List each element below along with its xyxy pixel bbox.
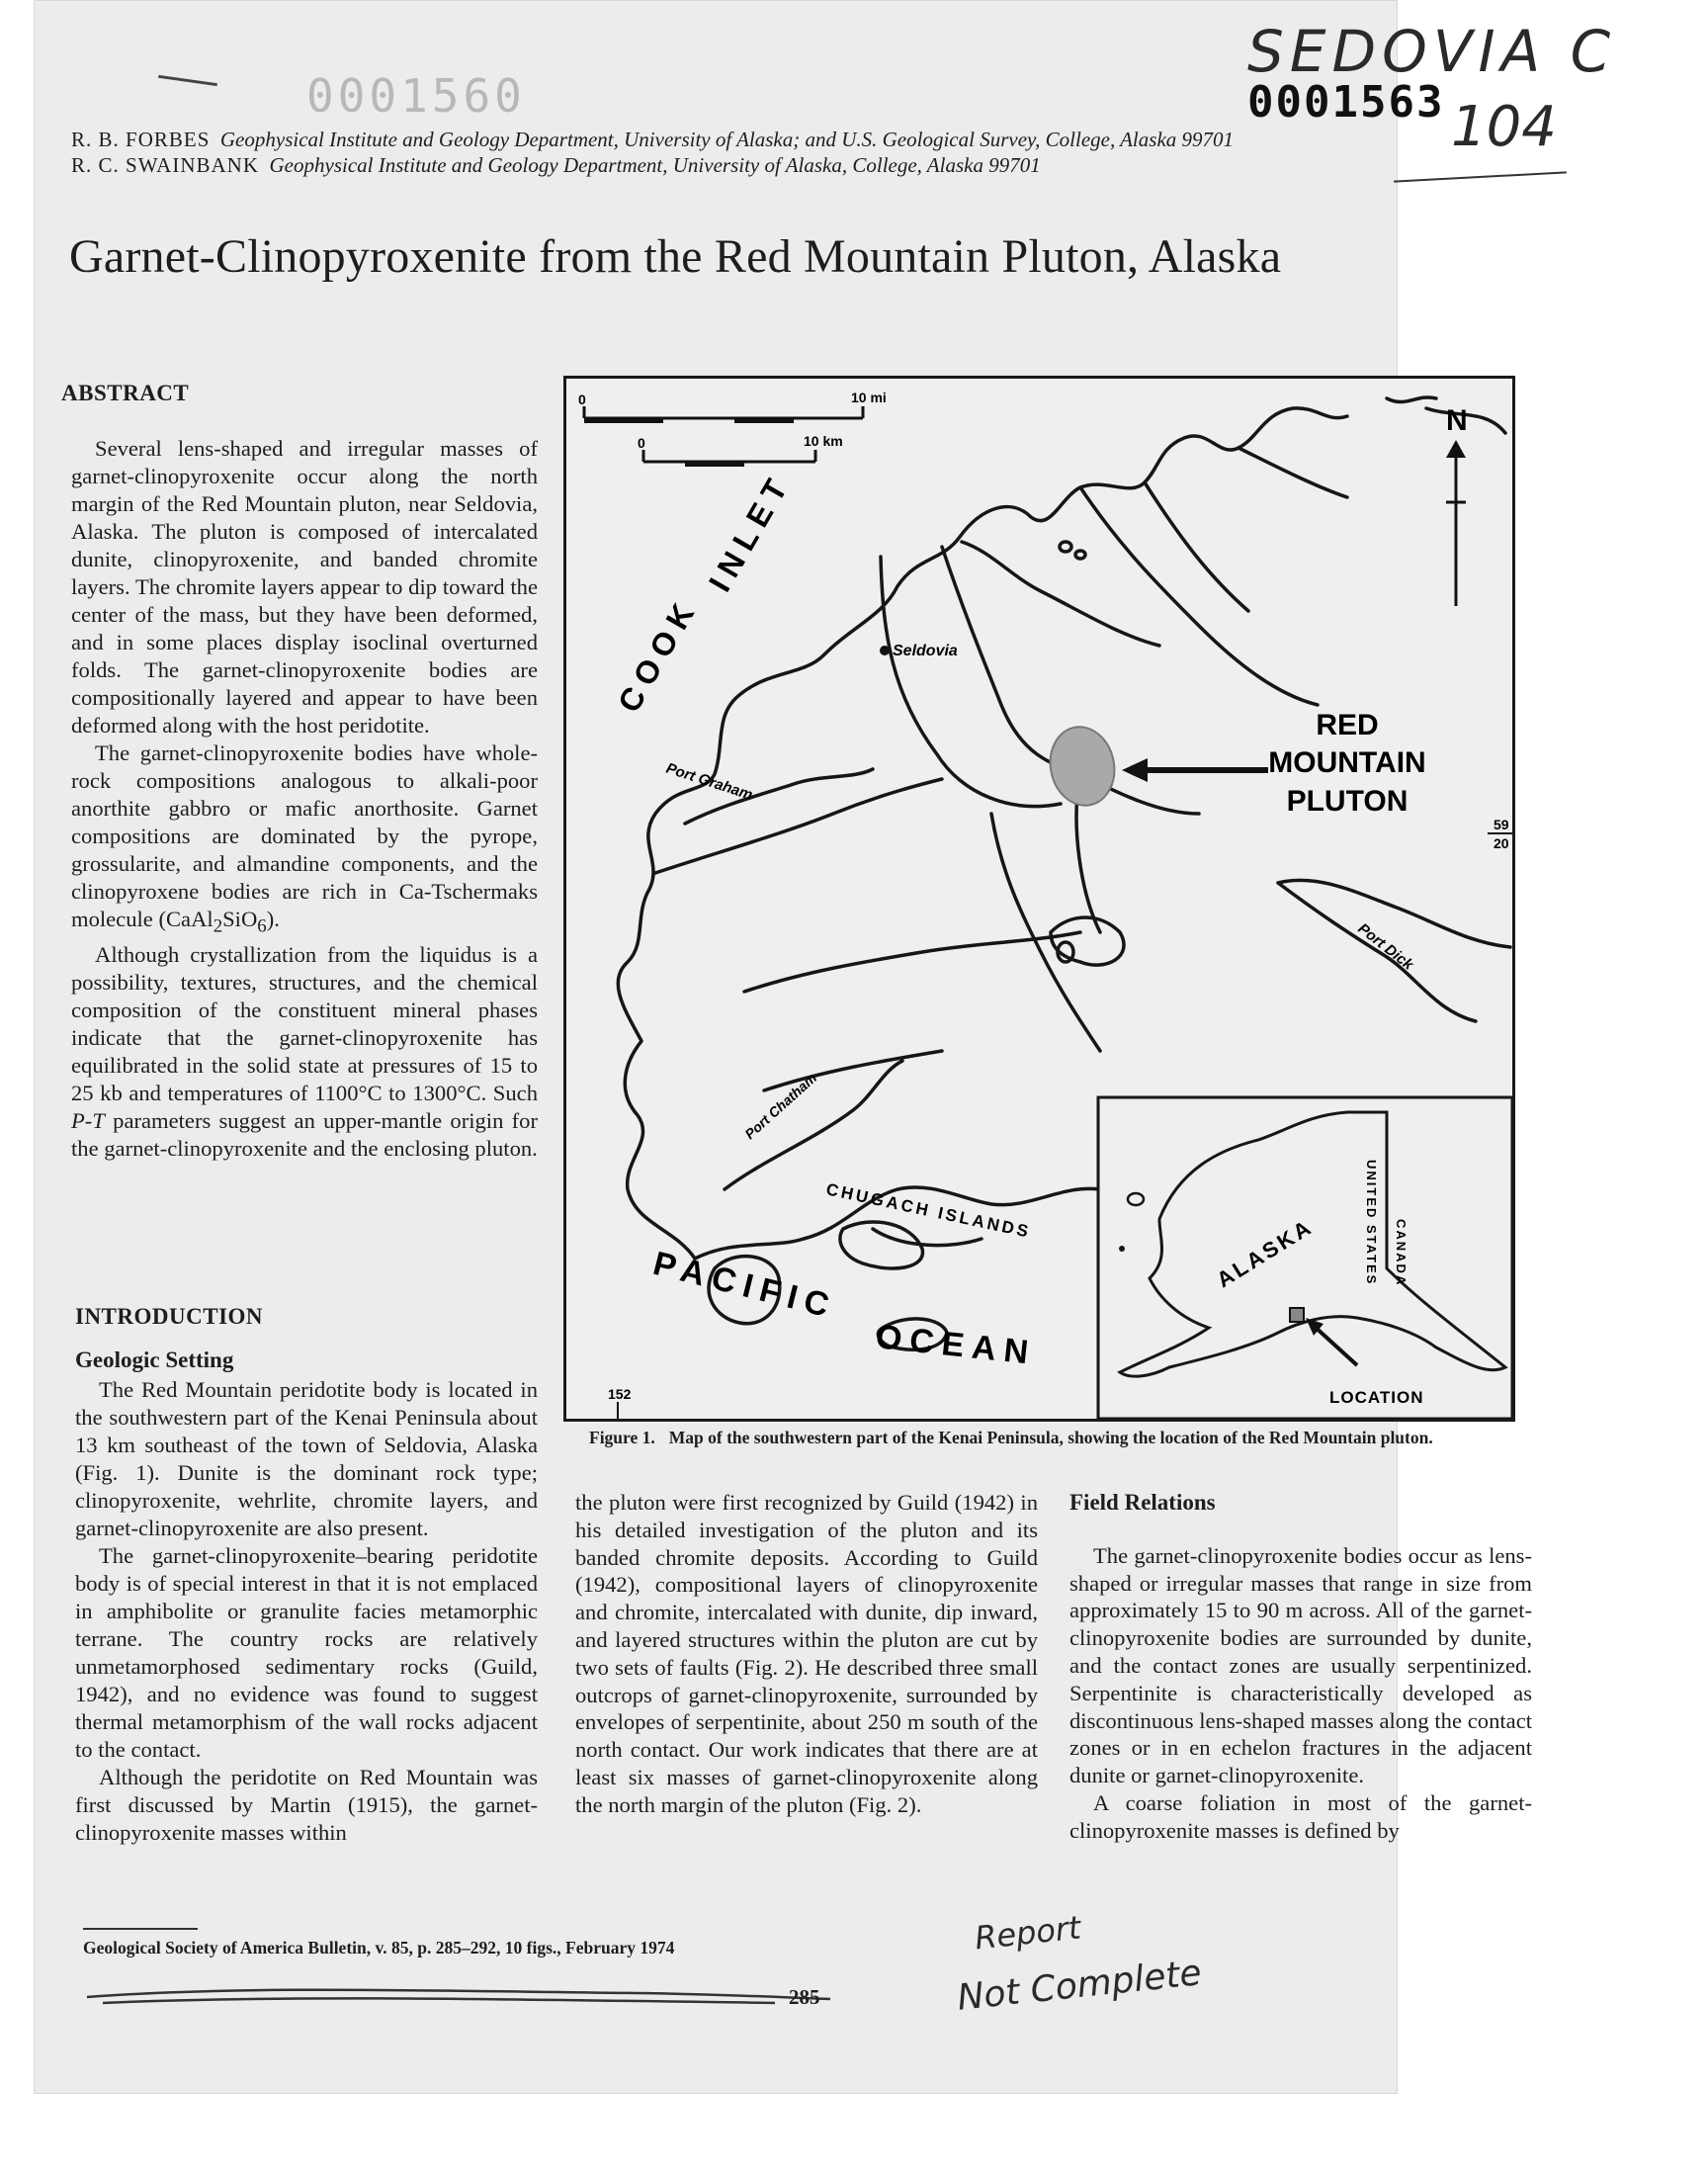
chugach-island-2 (840, 1222, 923, 1268)
abstract-heading: ABSTRACT (61, 381, 190, 405)
scale-km-zero: 0 (638, 435, 645, 451)
latitude-degrees: 59 (1494, 817, 1509, 832)
caption-text: Map of the southwestern part of the Kenai Peninsula, showing the location of the Red Mountain pluton. (668, 1428, 1433, 1447)
chugach-island-3 (873, 1229, 982, 1246)
alaska-inset (1098, 1097, 1512, 1419)
paper-title: Garnet-Clinopyroxenite from the Red Mountain Pluton, Alaska (69, 230, 1282, 283)
latitude-minutes: 20 (1494, 835, 1509, 851)
figure-1-map (563, 376, 1515, 1422)
map-drawing (566, 379, 1512, 1419)
intro-body (75, 1376, 538, 1847)
pacific-label: PACIFIC (649, 1244, 841, 1327)
intro-paragraph-3-continued: the pluton were first recognized by Guild (1942) in his detailed investigation of the pluton and its banded chromite deposits. According to Guild (1942), compositional layers of clinopyroxenite and chromite, intercalated with dunite, dip inward, and layered structures within the pluton are cut by two sets of faults (Fig. 2). He described three small outcrops of garnet-clinopyroxenite, surrounded by envelopes of serpentinite, about 250 m south of the north contact. Our work indicates that there are at least six masses of garnet-clinopyroxenite along the north margin of the pluton (Fig. 2). (575, 1490, 1038, 1817)
east-coast (962, 448, 1347, 646)
location-marker (1290, 1308, 1304, 1322)
page-number: 285 (789, 1985, 820, 2009)
formula-sub-6: 6 (257, 915, 267, 937)
seldovia-dot (880, 646, 890, 655)
footnote-rule (83, 1928, 198, 1930)
column-middle (575, 1489, 1038, 1819)
handwritten-report-note: Report (973, 1908, 1083, 1958)
cook-label: COOK (610, 590, 706, 719)
author-line-1 (71, 127, 1396, 152)
introduction-section (61, 1303, 538, 1847)
faint-stamp-number: 0001560 (306, 69, 526, 123)
island-dot-b (1060, 542, 1071, 552)
inset-us-label: UNITED STATES (1364, 1160, 1379, 1286)
intro-paragraph-2: The garnet-clinopyroxenite–bearing peridotite body is of special interest in that it is not emplaced in amphibolite or granulite facies metamorphic terrane. The country rocks are relatively unmetamorphosed sedimentary rocks (Guild, 1942), and no evidence was found to suggest thermal metamorphism of the wall rocks adjacent to the contact. (75, 1543, 538, 1762)
inlet-label: INLET (701, 466, 799, 598)
scale-bars (578, 390, 887, 467)
author-name: R. C. SWAINBANK (71, 153, 260, 177)
pluton-label-pluton: PLUTON (1286, 785, 1409, 818)
abstract-p3-text: Although crystallization from the liquidus is a possibility, textures, structures, and the chemical composition of the constituent mineral phases indicate that the garnet-clinopyroxenite has equilibrated in the solid state at pressures of 15 to 25 kb and temperatures of 1100°C to 1300°C. Such (71, 941, 538, 1105)
formula-sub-2: 2 (213, 915, 223, 937)
inset-canada-label: CANADA (1394, 1219, 1409, 1287)
abstract-p3-end: parameters suggest an upper-mantle origin for the garnet-clinopyroxenite and the enclosing pluton. (71, 1107, 538, 1161)
figure-1-caption (589, 1428, 1528, 1448)
pluton-label-mountain: MOUNTAIN (1268, 746, 1426, 779)
river-6 (991, 814, 1100, 1051)
port-graham-label: Port Graham (663, 759, 755, 804)
pluton-label-red: RED (1316, 709, 1379, 741)
pluton-arrow-head (1122, 758, 1148, 782)
chugach-islands-label: CHUGACH ISLANDS (824, 1179, 1033, 1242)
intro-paragraph-1: The Red Mountain peridotite body is located in the southwestern part of the Kenai Peninsula about 13 km southeast of the town of Seldovia, Alaska (Fig. 1). Dunite is the dominant rock type; clinopyroxenite, wehrlite, chromite layers, and garnet-clinopyroxenite are also present. (75, 1377, 538, 1540)
island-dot-c (1075, 551, 1085, 559)
abstract-p2-text: The garnet-clinopyroxenite bodies have whole-rock compositions analogous to alkali-poor anorthite gabbro or mafic anorthosite. Garnet compositions are dominated by the pyrope, grossularite, and almandine components, and the clinopyroxene bodies are rich in Ca-Tschermaks molecule ( (71, 740, 538, 931)
abstract-paragraph-2 (71, 740, 538, 941)
formula-sio: SiO (222, 907, 258, 931)
scale-mi-label: 10 mi (851, 390, 887, 405)
scale-km-label: 10 km (804, 433, 843, 449)
red-mountain-pluton-shape (1043, 721, 1121, 812)
abstract-paragraph-1: Several lens-shaped and irregular masses of garnet-clinopyroxenite occur along the north margin of the Red Mountain pluton, near Seldovia, Alaska. The pluton is composed of intercalated dunite, clinopyroxenite, and banded chromite layers. The chromite layers appear to dip toward the center of the mass, but they have been deformed, and in some places display isoclinal overturned folds. The garnet-clinopyroxenite bodies are compositionally layered and appear to have been deformed along with the host peridotite. (71, 436, 538, 738)
handwritten-underline (1394, 171, 1567, 182)
field-relations-heading: Field Relations (1069, 1490, 1216, 1515)
author-affiliation: Geophysical Institute and Geology Department, University of Alaska; and U.S. Geological Survey, College, Alaska 99701 (219, 128, 1235, 151)
author-list (71, 127, 1396, 178)
port-dick-label: Port Dick (1354, 919, 1416, 974)
introduction-heading: INTRODUCTION (75, 1304, 264, 1329)
scale-mi-zero: 0 (578, 392, 586, 407)
handwritten-not-complete-note: Not Complete (955, 1953, 1204, 2019)
author-line-2 (71, 152, 1396, 178)
caption-label: Figure 1. (589, 1428, 655, 1447)
port-graham-river (655, 779, 942, 873)
handwritten-copy-number: 104 (1451, 95, 1557, 159)
journal-citation: Geological Society of America Bulletin, v. 85, p. 285–292, 10 figs., February 1974 (83, 1938, 675, 1958)
upper-fjord (1080, 482, 1318, 705)
accession-stamp-number: 0001563 (1247, 77, 1445, 128)
inset-islet (1119, 1246, 1125, 1252)
river-5 (764, 1051, 942, 1090)
pt-italic: P-T (71, 1107, 105, 1133)
inner-lakes (1051, 917, 1124, 965)
field-relations-section (1069, 1489, 1532, 1845)
intro-paragraph-3: Although the peridotite on Red Mountain was first discussed by Martin (1915), the garnet-clinopyroxenite masses within (75, 1765, 538, 1845)
field-paragraph-1: The garnet-clinopyroxenite bodies occur as lens-shaped or irregular masses that range in size from approximately 15 to 90 m across. All of the garnet-clinopyroxenite bodies are surrounded by dunite, and the contact zones are usually serpentinized. Serpentinite is characteristically developed as discontinuous lens-shaped masses along the contact zones or in en echelon fractures in the adjacent dunite or garnet-clinopyroxenite. (1069, 1542, 1532, 1788)
ocean-label: OCEAN (874, 1318, 1039, 1372)
inset-location-label: LOCATION (1329, 1388, 1424, 1407)
field-paragraph-2: A coarse foliation in most of the garnet-clinopyroxenite masses is defined by (1069, 1789, 1532, 1843)
seldovia-label: Seldovia (893, 643, 958, 659)
handwritten-sedovia-note: SEDOVIA C (1247, 18, 1617, 85)
north-label: N (1446, 404, 1468, 437)
north-arrow (1446, 404, 1468, 606)
abstract-paragraph-3 (71, 941, 538, 1163)
longitude-label: 152 (608, 1386, 632, 1402)
river-4 (744, 932, 1080, 992)
abstract-section (61, 380, 538, 1163)
author-affiliation: Geophysical Institute and Geology Department, University of Alaska, College, Alaska 99701 (269, 153, 1041, 177)
author-name: R. B. FORBES (71, 128, 211, 151)
scribble-strikethrough (83, 1981, 834, 2011)
geologic-setting-heading: Geologic Setting (75, 1348, 234, 1372)
inset-alaska-label: ALASKA (1212, 1213, 1318, 1293)
formula-ca: CaAl (165, 907, 214, 931)
river-1 (881, 557, 1061, 807)
abstract-p2-end: ). (266, 907, 280, 931)
port-chatham-label: Port Chatham (741, 1069, 820, 1143)
